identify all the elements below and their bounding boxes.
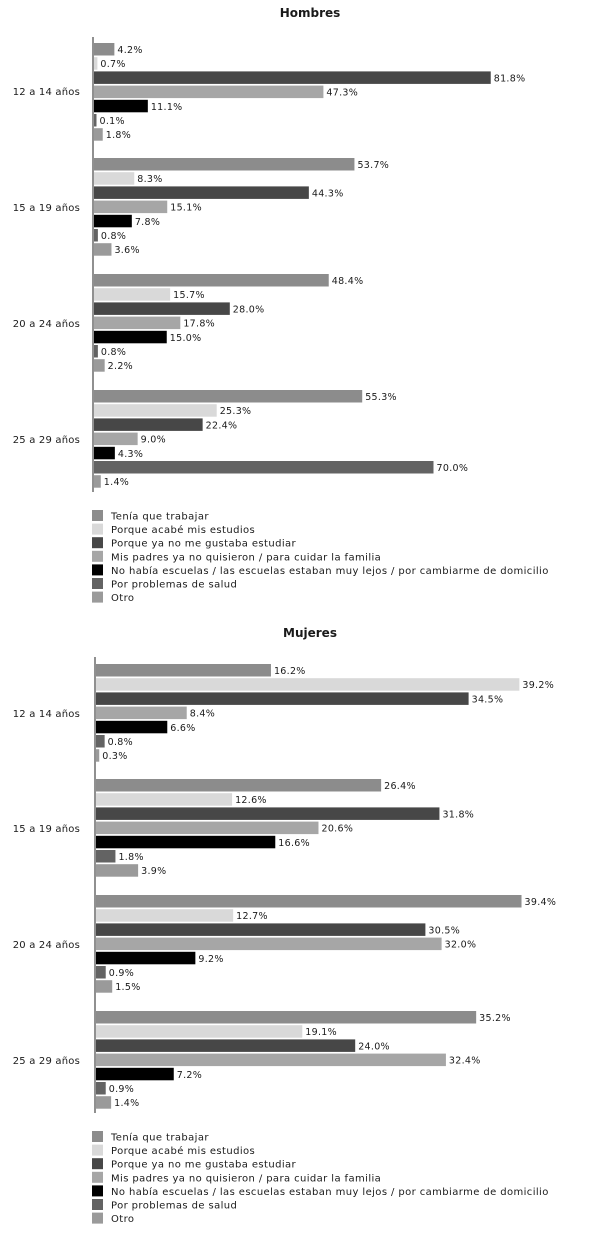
data-label: 15.1% [170, 202, 202, 214]
bar [94, 345, 98, 358]
data-label: 2.2% [107, 361, 134, 373]
data-label: 32.4% [448, 1055, 481, 1067]
legend-label: Otro [111, 1214, 135, 1226]
legend-swatch [92, 551, 103, 562]
bar [96, 980, 112, 993]
bar [94, 461, 434, 474]
data-label: 0.9% [108, 1084, 135, 1095]
data-label: 0.7% [100, 59, 126, 71]
bar [96, 1082, 106, 1095]
bar [96, 807, 439, 820]
legend-label: Por problemas de salud [111, 579, 238, 591]
legend-swatch [92, 1213, 103, 1224]
category-label: 20 a 24 años [12, 319, 80, 330]
data-label: 16.6% [278, 837, 310, 849]
data-label: 24.0% [358, 1041, 390, 1053]
legend-label: Porque acabé mis estudios [111, 1146, 256, 1158]
bar [96, 952, 195, 965]
bar [96, 707, 187, 720]
data-label: 1.4% [114, 1098, 140, 1110]
legend-swatch [92, 1172, 103, 1183]
bar [94, 43, 114, 56]
data-label: 47.3% [326, 87, 359, 99]
bar [94, 57, 97, 69]
data-label: 0.8% [100, 231, 127, 242]
bar [96, 966, 106, 979]
bar [94, 317, 180, 330]
bar [94, 201, 167, 214]
data-label: 6.6% [170, 722, 196, 734]
bar [96, 836, 275, 849]
data-label: 22.4% [205, 420, 238, 432]
data-label: 15.0% [169, 332, 202, 344]
data-label: 81.8% [493, 73, 526, 85]
bar-group [96, 664, 522, 1109]
legend-swatch [92, 1145, 103, 1156]
legend-label: No había escuelas / las escuelas estaban muy lejos / por cambiarme de domicilio [111, 565, 549, 577]
data-label: 0.8% [100, 347, 127, 358]
legend-swatch [92, 578, 103, 589]
bar [96, 793, 232, 806]
bar [96, 735, 105, 748]
data-label: 53.7% [357, 160, 390, 171]
legend-label: Porque ya no me gustaba estudiar [111, 538, 297, 550]
bar [94, 71, 491, 84]
legend [92, 1131, 549, 1225]
bar [94, 158, 354, 171]
bar [94, 86, 323, 99]
bar [96, 1054, 446, 1067]
bar [96, 721, 167, 734]
bar [96, 664, 271, 677]
bar [94, 215, 132, 228]
legend-label: Mis padres ya no quisieron / para cuidar la familia [111, 552, 382, 564]
legend-swatch [92, 537, 103, 548]
data-label: 0.1% [99, 116, 125, 127]
data-label: 0.3% [102, 751, 128, 763]
category-label: 15 a 19 años [12, 203, 80, 214]
chart-hombres [13, 6, 549, 604]
legend-label: Porque acabé mis estudios [111, 525, 256, 537]
bar [96, 909, 233, 922]
category-label: 15 a 19 años [12, 824, 80, 835]
data-label: 8.4% [189, 708, 216, 720]
legend-swatch [92, 510, 103, 521]
data-label: 30.5% [428, 925, 461, 937]
legend-label: Tenía que trabajar [111, 1132, 209, 1144]
legend-label: Porque ya no me gustaba estudiar [111, 1159, 297, 1171]
legend-swatch [92, 1158, 103, 1169]
legend-label: Por problemas de salud [111, 1200, 238, 1212]
bar [96, 1011, 476, 1024]
category-label: 20 a 24 años [12, 940, 80, 951]
bar [96, 1096, 111, 1109]
data-label: 48.4% [331, 276, 364, 287]
data-label: 7.8% [134, 216, 161, 228]
data-label: 12.6% [235, 795, 267, 807]
data-label: 31.8% [442, 809, 475, 821]
chart-title: Mujeres [283, 626, 337, 640]
bar [94, 331, 167, 344]
legend-label: No había escuelas / las escuelas estaban muy lejos / por cambiarme de domicilio [111, 1186, 549, 1198]
data-label: 35.2% [479, 1013, 511, 1024]
data-label: 11.1% [150, 101, 183, 113]
bar [96, 1068, 174, 1081]
data-label: 4.2% [117, 45, 143, 56]
bar [96, 864, 138, 877]
data-label: 3.9% [141, 866, 167, 878]
data-label: 0.9% [108, 968, 135, 979]
data-label: 15.7% [173, 290, 205, 302]
data-label: 20.6% [321, 823, 354, 835]
legend-label: Otro [111, 593, 135, 605]
data-label: 34.5% [471, 694, 504, 706]
bar [96, 678, 519, 691]
data-label: 39.2% [522, 680, 555, 692]
data-label: 25.3% [219, 406, 252, 418]
data-label: 1.8% [118, 852, 144, 863]
legend-swatch [92, 564, 103, 575]
data-label: 12.7% [236, 911, 268, 923]
bar [96, 1039, 355, 1052]
data-label: 7.2% [176, 1069, 203, 1081]
bar [94, 433, 138, 446]
category-label: 25 a 29 años [12, 435, 80, 446]
bar [94, 128, 103, 141]
legend-swatch [92, 1199, 103, 1210]
bar [94, 186, 309, 199]
bar [94, 172, 134, 185]
chart-mujeres [13, 626, 557, 1225]
bar [94, 229, 98, 242]
category-label: 25 a 29 años [12, 1056, 80, 1067]
bar [94, 288, 170, 301]
bar [94, 302, 230, 315]
data-label: 28.0% [232, 304, 265, 316]
bar [94, 418, 203, 431]
category-label: 12 a 14 años [12, 709, 80, 720]
legend-label: Tenía que trabajar [111, 511, 209, 523]
data-label: 70.0% [436, 463, 469, 474]
bar [94, 390, 362, 403]
bar [96, 895, 522, 908]
bar [96, 938, 442, 951]
data-label: 55.3% [365, 392, 397, 403]
data-label: 8.3% [137, 174, 163, 186]
chart-title: Hombres [279, 6, 341, 20]
legend-label: Mis padres ya no quisieron / para cuidar la familia [111, 1173, 382, 1185]
data-label: 9.2% [198, 953, 224, 965]
bar [94, 404, 217, 417]
bar [94, 100, 148, 113]
bar [96, 923, 425, 936]
data-label: 0.8% [107, 737, 133, 748]
category-label: 12 a 14 años [12, 87, 80, 98]
data-label: 1.5% [115, 982, 141, 994]
legend [92, 510, 549, 604]
bar [96, 692, 469, 705]
data-label: 4.3% [117, 448, 144, 460]
data-label: 9.0% [140, 434, 166, 446]
legend-swatch [92, 592, 103, 603]
bar [94, 114, 97, 127]
bar [96, 1025, 302, 1038]
bar [94, 243, 111, 256]
data-label: 1.8% [105, 130, 132, 142]
legend-swatch [92, 524, 103, 535]
bar [96, 779, 381, 792]
bar [94, 274, 329, 287]
data-label: 26.4% [384, 781, 416, 792]
bar [94, 447, 115, 460]
data-label: 17.8% [183, 318, 216, 330]
data-label: 19.1% [305, 1027, 337, 1039]
bar [96, 850, 115, 863]
bar [94, 359, 105, 372]
data-label: 32.0% [444, 939, 477, 951]
legend-swatch [92, 1131, 103, 1142]
data-label: 3.6% [114, 245, 140, 257]
data-label: 16.2% [273, 666, 306, 677]
bar [94, 475, 101, 488]
data-label: 44.3% [311, 188, 344, 200]
bar [96, 822, 318, 835]
data-label: 1.4% [103, 477, 130, 489]
legend-swatch [92, 1185, 103, 1196]
bar [96, 749, 99, 762]
data-label: 39.4% [524, 897, 557, 908]
